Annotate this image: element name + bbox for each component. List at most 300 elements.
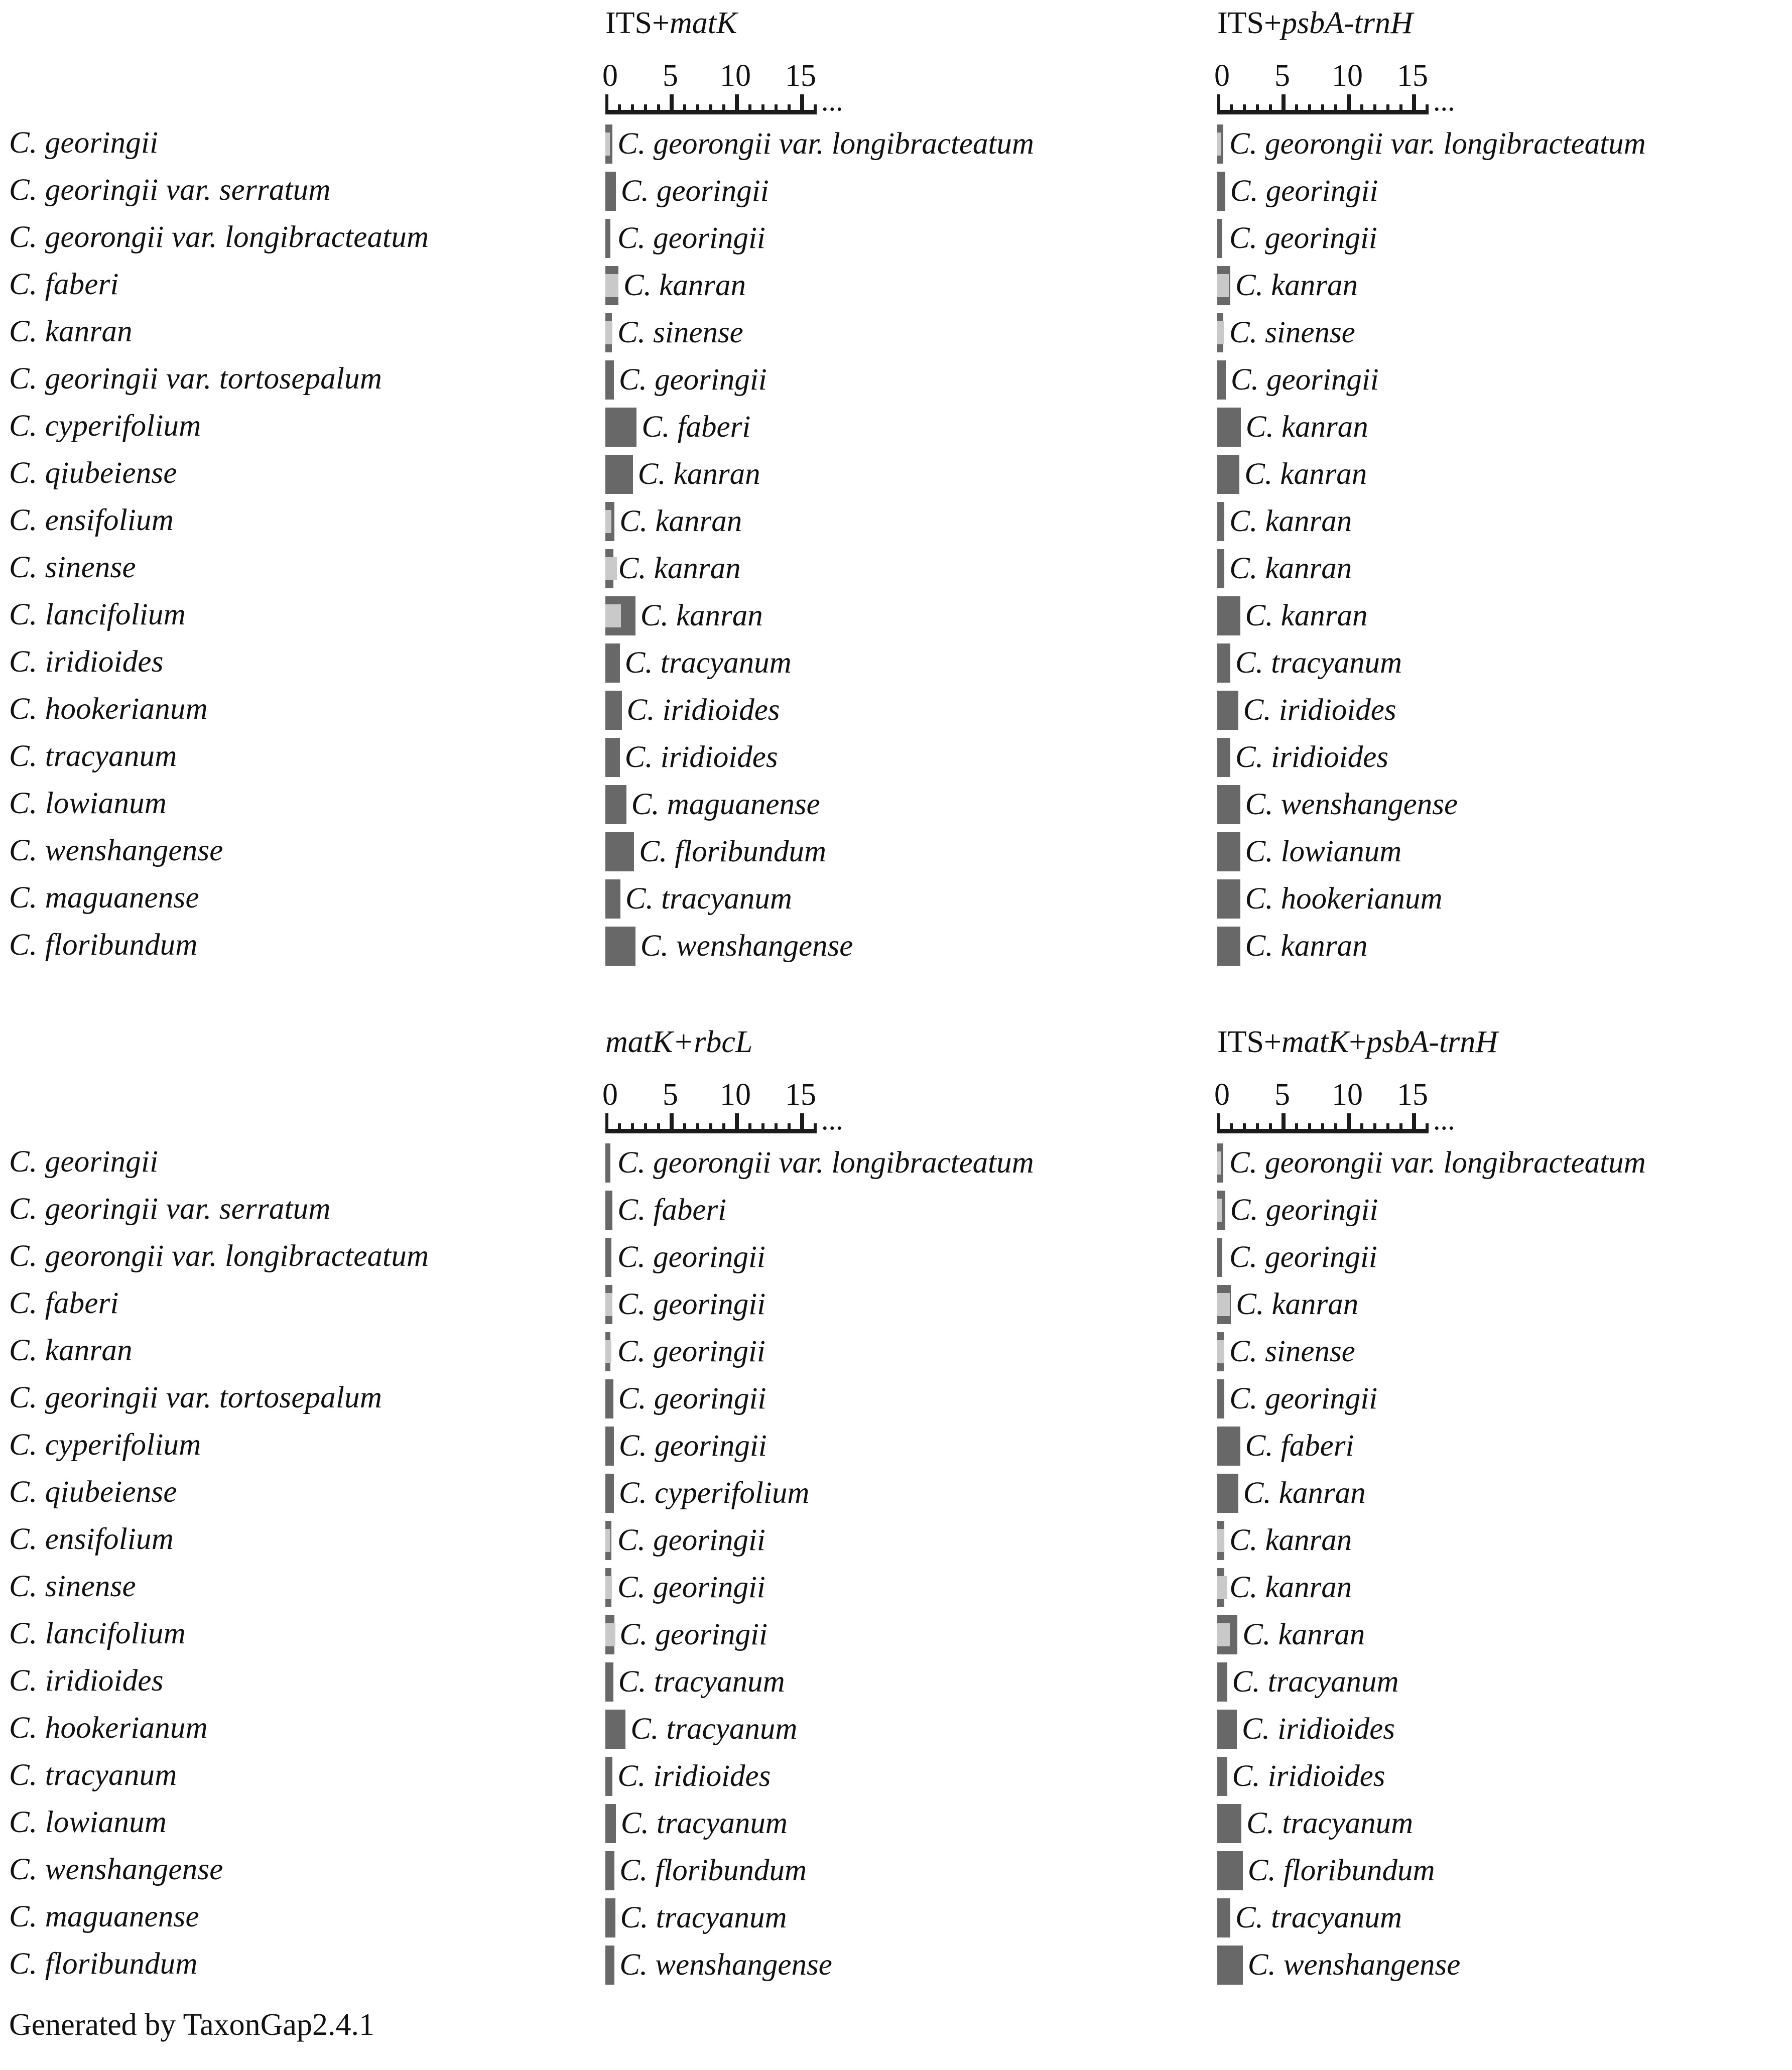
intraspecific-distance-bar (605, 1576, 612, 1599)
query-taxon-label: C. georingii var. tortosepalum (9, 362, 382, 396)
nearest-neighbour-label: C. kanran (1229, 1523, 1352, 1557)
taxon-distance-row (605, 1753, 816, 1800)
nearest-neighbour-label: C. kanran (640, 599, 763, 632)
query-taxon-label: C. georongii var. longibracteatum (9, 220, 429, 254)
nearest-neighbour-label: C. georingii (618, 363, 767, 397)
interspecific-distance-bar (1217, 455, 1239, 494)
interspecific-distance-bar (1217, 643, 1230, 683)
panel-rows (1217, 120, 1646, 970)
taxon-distance-row (605, 1847, 816, 1894)
nearest-neighbour-label: C. georongii var. longibracteatum (617, 1146, 1034, 1180)
interspecific-distance-bar (1217, 1427, 1240, 1466)
nearest-neighbour-label: C. georingii (1230, 1193, 1378, 1227)
ruler-tick-label: 15 (785, 59, 816, 93)
nearest-neighbour-label: C. faberi (1245, 1429, 1354, 1463)
intraspecific-distance-bar (605, 1293, 612, 1316)
intraspecific-distance-bar (605, 321, 612, 344)
panel-title (1217, 5, 1428, 41)
query-taxon-label: C. georingii var. tortosepalum (9, 1381, 382, 1414)
interspecific-distance-bar (605, 1379, 613, 1418)
nearest-neighbour-label: C. floribundum (1247, 1854, 1435, 1887)
taxon-distance-row (1217, 734, 1428, 781)
panel-title-segment: psbA-trnH (1366, 1025, 1498, 1059)
panel-title-segment: matK+rbcL (605, 1025, 753, 1059)
interspecific-distance-bar (1217, 1710, 1237, 1749)
nearest-neighbour-label: C. georingii (617, 221, 765, 255)
nearest-neighbour-label: C. georingii (617, 1287, 766, 1321)
ruler-tick-label: 15 (1397, 1078, 1428, 1112)
query-taxon-label: C. kanran (9, 315, 133, 348)
nearest-neighbour-label: C. tracyanum (620, 1806, 788, 1840)
nearest-neighbour-label: C. georingii (617, 1240, 765, 1274)
nearest-neighbour-label: C. wenshangense (1245, 788, 1458, 821)
query-taxon-label: C. cyperifolium (9, 1428, 201, 1462)
interspecific-distance-bar (605, 1898, 615, 1937)
panel-its-psba-trnh (1214, 5, 1646, 970)
intraspecific-distance-bar (605, 274, 618, 297)
nearest-neighbour-label: C. kanran (1245, 410, 1368, 444)
panel-its-matk (602, 5, 1034, 970)
nearest-neighbour-label: C. georingii (617, 1571, 765, 1604)
nearest-neighbour-label: C. georingii (619, 1618, 768, 1651)
interspecific-distance-bar (605, 1757, 612, 1796)
nearest-neighbour-label: C. georingii (617, 1335, 765, 1368)
nearest-neighbour-label: C. kanran (1236, 1287, 1359, 1321)
ruler-tick-label: 10 (720, 1078, 751, 1112)
taxon-distance-row (605, 734, 816, 781)
interspecific-distance-bar (1217, 1851, 1243, 1890)
panel-title (605, 5, 816, 41)
nearest-neighbour-label: C. georongii var. longibracteatum (1229, 1146, 1646, 1180)
ruler-tick-label: 15 (1397, 59, 1428, 93)
query-taxon-label: C. floribundum (9, 928, 198, 962)
distance-ruler (1214, 1078, 1455, 1136)
taxon-distance-row (605, 1375, 816, 1422)
panel-rows (605, 120, 1034, 970)
taxon-distance-row (1217, 1894, 1498, 1942)
ruler-tick-labels (1214, 59, 1428, 93)
intraspecific-distance-bar (605, 510, 611, 533)
nearest-neighbour-label: C. georongii var. longibracteatum (1229, 127, 1646, 161)
taxon-distance-row (605, 687, 816, 734)
interspecific-distance-bar (1217, 360, 1226, 400)
taxon-distance-row (605, 1658, 816, 1706)
taxon-distance-row (1217, 262, 1428, 309)
taxon-distance-row (1217, 404, 1428, 451)
interspecific-distance-bar (605, 172, 616, 211)
interspecific-distance-bar (605, 1804, 616, 1843)
query-taxon-label: C. georingii (9, 126, 159, 160)
nearest-neighbour-label: C. georingii (1230, 363, 1379, 397)
query-taxon-label: C. ensifolium (9, 1522, 174, 1556)
panel-title-segment: ITS+ (1217, 6, 1282, 40)
taxon-distance-row (1217, 828, 1428, 875)
taxon-distance-row (605, 1187, 816, 1234)
taxon-distance-row (1217, 639, 1428, 687)
taxon-distance-row (1217, 215, 1428, 262)
taxon-distance-row (605, 1470, 816, 1517)
ruler-tick-labels (1214, 1078, 1428, 1112)
nearest-neighbour-label: C. kanran (1242, 1618, 1365, 1651)
taxon-distance-row (1217, 923, 1428, 970)
taxon-distance-row (1217, 498, 1428, 545)
taxon-distance-row (1217, 1658, 1498, 1706)
interspecific-distance-bar (605, 927, 635, 966)
nearest-neighbour-label: C. iridioides (1232, 1759, 1385, 1793)
interspecific-distance-bar (1217, 502, 1224, 541)
nearest-neighbour-label: C. lowianum (1245, 835, 1402, 868)
intraspecific-distance-bar (1217, 1340, 1224, 1363)
interspecific-distance-bar (1217, 1946, 1243, 1985)
query-taxon-label: C. qiubeiense (9, 1475, 177, 1509)
nearest-neighbour-label: C. kanran (637, 457, 760, 491)
nearest-neighbour-label: C. georingii (1229, 1382, 1378, 1415)
nearest-neighbour-label: C. floribundum (619, 1854, 807, 1887)
taxon-distance-row (1217, 1706, 1498, 1753)
nearest-neighbour-label: C. tracyanum (618, 1665, 785, 1699)
interspecific-distance-bar (605, 738, 620, 777)
intraspecific-distance-bar (1217, 1623, 1230, 1646)
query-taxon-label: C. tracyanum (9, 1758, 177, 1792)
intraspecific-distance-bar (1217, 321, 1224, 344)
distance-ruler (602, 1078, 843, 1136)
interspecific-distance-bar (1217, 596, 1240, 635)
intraspecific-distance-bar (1217, 1293, 1230, 1316)
query-taxa-list-bottom (9, 1138, 429, 1988)
query-taxon-label: C. tracyanum (9, 739, 177, 773)
interspecific-distance-bar (605, 1710, 625, 1749)
ruler-continues-ellipsis: ... (1433, 84, 1455, 117)
interspecific-distance-bar (605, 1851, 614, 1890)
interspecific-distance-bar (1217, 219, 1222, 258)
interspecific-distance-bar (1217, 927, 1240, 966)
interspecific-distance-bar (1217, 1379, 1224, 1418)
query-taxon-label: C. lancifolium (9, 598, 186, 631)
taxon-distance-row (605, 309, 816, 356)
query-taxon-label: C. sinense (9, 1570, 136, 1603)
nearest-neighbour-label: C. georingii (617, 1523, 765, 1557)
nearest-neighbour-label: C. kanran (623, 269, 746, 302)
taxon-distance-row (605, 1564, 816, 1611)
interspecific-distance-bar (1217, 1474, 1238, 1513)
interspecific-distance-bar (1217, 1804, 1241, 1843)
panel-title-segment: matK (1281, 1025, 1349, 1059)
nearest-neighbour-label: C. georingii (1230, 174, 1378, 208)
nearest-neighbour-label: C. kanran (1229, 1571, 1352, 1604)
nearest-neighbour-label: C. kanran (1245, 929, 1368, 963)
panel-title-segment: matK (669, 6, 737, 40)
query-taxon-label: C. lowianum (9, 787, 167, 820)
taxon-distance-row (605, 1611, 816, 1658)
query-taxon-label: C. floribundum (9, 1947, 198, 1981)
interspecific-distance-bar (605, 360, 614, 400)
distance-ruler (1214, 59, 1455, 117)
interspecific-distance-bar (1217, 691, 1238, 730)
panel-rows (605, 1139, 1034, 1989)
nearest-neighbour-label: C. tracyanum (1235, 1901, 1402, 1934)
taxon-distance-row (605, 1800, 816, 1847)
taxon-distance-row (1217, 592, 1428, 639)
nearest-neighbour-label: C. maguanense (631, 788, 820, 821)
taxon-distance-row (605, 639, 816, 687)
nearest-neighbour-label: C. kanran (1243, 1476, 1366, 1510)
query-taxon-label: C. wenshangense (9, 834, 223, 867)
nearest-neighbour-label: C. georingii (1229, 1240, 1377, 1274)
panel-title-segment: psbA-trnH (1281, 6, 1413, 40)
nearest-neighbour-label: C. tracyanum (1235, 646, 1402, 680)
taxon-distance-row (605, 1942, 832, 1989)
interspecific-distance-bar (1217, 1898, 1230, 1937)
nearest-neighbour-label: C. wenshangense (1247, 1948, 1461, 1982)
taxon-distance-row (605, 451, 816, 498)
taxon-distance-row (605, 1234, 816, 1281)
nearest-neighbour-label: C. tracyanum (1232, 1665, 1399, 1699)
interspecific-distance-bar (605, 455, 633, 494)
taxon-distance-row (1217, 168, 1428, 215)
nearest-neighbour-label: C. faberi (617, 1193, 727, 1227)
intraspecific-distance-bar (605, 604, 621, 627)
taxon-distance-row (605, 1422, 816, 1470)
panel-title (605, 1024, 816, 1060)
taxon-distance-row (605, 1517, 816, 1564)
taxon-distance-row (605, 1139, 1034, 1187)
taxon-distance-row (1217, 1281, 1498, 1328)
intraspecific-distance-bar (605, 1529, 610, 1552)
nearest-neighbour-label: C. cyperifolium (618, 1476, 810, 1510)
ruler-tick-label: 0 (1214, 1078, 1230, 1112)
nearest-neighbour-label: C. floribundum (639, 835, 827, 868)
nearest-neighbour-label: C. iridioides (1242, 1712, 1395, 1746)
query-taxon-label: C. kanran (9, 1334, 133, 1367)
nearest-neighbour-label: C. iridioides (624, 740, 778, 774)
taxon-distance-row (605, 828, 827, 875)
taxon-distance-row (605, 1281, 816, 1328)
nearest-neighbour-label: C. kanran (1244, 457, 1367, 491)
ruler-tick-label: 5 (663, 59, 678, 93)
intraspecific-distance-bar (605, 1623, 615, 1646)
nearest-neighbour-label: C. georingii (618, 1382, 766, 1415)
query-taxon-label: C. hookerianum (9, 692, 208, 726)
nearest-neighbour-label: C. kanran (1235, 269, 1358, 302)
nearest-neighbour-label: C. faberi (642, 410, 751, 444)
interspecific-distance-bar (605, 691, 622, 730)
interspecific-distance-bar (605, 1427, 614, 1466)
taxon-distance-row (1217, 1139, 1646, 1187)
interspecific-distance-bar (605, 1191, 612, 1230)
interspecific-distance-bar (1217, 738, 1230, 777)
taxon-distance-row (605, 215, 816, 262)
taxon-distance-row (1217, 1800, 1498, 1847)
query-taxon-label: C. hookerianum (9, 1711, 208, 1745)
interspecific-distance-bar (605, 643, 620, 683)
taxon-distance-row (1217, 1470, 1498, 1517)
panel-matk-rbcl (602, 1024, 1034, 1989)
taxon-distance-row (605, 923, 853, 970)
taxon-distance-row (1217, 1611, 1498, 1658)
nearest-neighbour-label: C. iridioides (617, 1759, 771, 1793)
nearest-neighbour-label: C. georongii var. longibracteatum (617, 127, 1034, 161)
ruler-tick-label: 10 (1332, 59, 1363, 93)
taxon-distance-row (1217, 1187, 1498, 1234)
interspecific-distance-bar (1217, 172, 1225, 211)
taxon-distance-row (605, 356, 816, 404)
query-taxon-label: C. qiubeiense (9, 456, 177, 490)
query-taxon-label: C. iridioides (9, 645, 164, 679)
interspecific-distance-bar (1217, 1662, 1227, 1702)
nearest-neighbour-label: C. sinense (1229, 316, 1355, 349)
panel-title-segment: ITS+ (1217, 1025, 1282, 1059)
ruler-tick-label: 5 (663, 1078, 678, 1112)
ruler-tick-label: 5 (1274, 59, 1290, 93)
interspecific-distance-bar (605, 1143, 610, 1183)
taxon-distance-row (605, 545, 816, 592)
query-taxon-label: C. georingii (9, 1145, 159, 1179)
taxon-distance-row (1217, 451, 1428, 498)
nearest-neighbour-label: C. kanran (1229, 504, 1352, 538)
taxon-distance-row (605, 168, 816, 215)
query-taxon-label: C. maguanense (9, 881, 199, 915)
interspecific-distance-bar (605, 879, 620, 919)
query-taxon-label: C. faberi (9, 268, 119, 301)
query-taxon-label: C. lancifolium (9, 1617, 186, 1650)
interspecific-distance-bar (1217, 1238, 1222, 1277)
ruler-tick-label: 15 (785, 1078, 816, 1112)
taxon-distance-row (1217, 687, 1428, 734)
nearest-neighbour-label: C. kanran (618, 552, 741, 585)
nearest-neighbour-label: C. hookerianum (1245, 882, 1443, 916)
taxon-distance-row (1217, 120, 1646, 168)
taxon-distance-row (605, 592, 816, 639)
nearest-neighbour-label: C. sinense (617, 316, 743, 349)
generator-credit: Generated by TaxonGap2.4.1 (9, 2008, 374, 2042)
taxon-distance-row (1217, 1753, 1498, 1800)
ruler-tick-labels (602, 1078, 816, 1112)
intraspecific-distance-bar (1217, 1199, 1222, 1222)
nearest-neighbour-label: C. tracyanum (630, 1712, 798, 1746)
intraspecific-distance-bar (1217, 1576, 1227, 1599)
nearest-neighbour-label: C. georingii (620, 174, 769, 208)
interspecific-distance-bar (1217, 879, 1240, 919)
query-taxon-label: C. cyperifolium (9, 409, 201, 443)
ruler-tick-label: 0 (602, 1078, 618, 1112)
interspecific-distance-bar (605, 1238, 611, 1277)
nearest-neighbour-label: C. iridioides (1235, 740, 1389, 774)
taxon-distance-row (605, 404, 816, 451)
query-taxon-label: C. iridioides (9, 1664, 164, 1698)
query-taxon-label: C. ensifolium (9, 503, 174, 537)
interspecific-distance-bar (605, 1946, 614, 1985)
taxon-distance-row (605, 1328, 816, 1375)
taxon-distance-row (1217, 1847, 1498, 1894)
ruler-tick-label: 10 (1332, 1078, 1363, 1112)
taxon-distance-row (1217, 356, 1428, 404)
nearest-neighbour-label: C. wenshangense (640, 929, 853, 963)
ruler-tick-label: 5 (1274, 1078, 1290, 1112)
taxon-distance-row (605, 1894, 816, 1942)
panel-title-segment: ITS+ (605, 6, 670, 40)
query-taxon-label: C. sinense (9, 551, 136, 584)
ruler-continues-ellipsis: ... (821, 1103, 843, 1136)
interspecific-distance-bar (605, 1474, 614, 1513)
interspecific-distance-bar (605, 1662, 613, 1702)
query-taxon-label: C. lowianum (9, 1805, 167, 1839)
intraspecific-distance-bar (1217, 1151, 1221, 1175)
taxon-distance-row (605, 120, 1034, 168)
nearest-neighbour-label: C. kanran (1245, 599, 1368, 632)
distance-ruler (602, 59, 843, 117)
ruler-tick-label: 10 (720, 59, 751, 93)
intraspecific-distance-bar (1217, 1529, 1224, 1552)
taxon-distance-row (1217, 1375, 1498, 1422)
taxon-distance-row (605, 498, 816, 545)
ruler-tick-label: 0 (1214, 59, 1230, 93)
nearest-neighbour-label: C. georingii (618, 1429, 767, 1463)
panel-rows (1217, 1139, 1646, 1989)
query-taxon-label: C. maguanense (9, 1900, 199, 1933)
query-taxon-label: C. wenshangense (9, 1853, 223, 1886)
ruler-continues-ellipsis: ... (821, 84, 843, 117)
interspecific-distance-bar (605, 785, 626, 824)
taxon-distance-row (1217, 781, 1458, 828)
taxon-distance-row (1217, 545, 1428, 592)
taxon-distance-row (605, 1706, 816, 1753)
nearest-neighbour-label: C. kanran (619, 504, 742, 538)
taxon-distance-row (605, 875, 816, 923)
interspecific-distance-bar (1217, 785, 1240, 824)
interspecific-distance-bar (1217, 408, 1241, 447)
interspecific-distance-bar (605, 832, 634, 871)
taxon-distance-row (1217, 1328, 1498, 1375)
taxon-distance-row (1217, 1942, 1498, 1989)
taxon-distance-row (1217, 309, 1428, 356)
ruler-tick-labels (602, 59, 816, 93)
intraspecific-distance-bar (605, 133, 610, 156)
panel-title-segment: + (1349, 1025, 1367, 1059)
taxon-distance-row (1217, 1234, 1498, 1281)
ruler-continues-ellipsis: ... (1433, 1103, 1455, 1136)
panel-its-matk-psba-trnh (1214, 1024, 1646, 1989)
panel-title (1217, 1024, 1498, 1060)
query-taxa-list-top (9, 119, 429, 969)
interspecific-distance-bar (605, 408, 636, 447)
nearest-neighbour-label: C. kanran (1229, 552, 1352, 585)
query-taxon-label: C. georingii var. serratum (9, 173, 331, 207)
nearest-neighbour-label: C. tracyanum (624, 646, 792, 680)
interspecific-distance-bar (1217, 832, 1240, 871)
nearest-neighbour-label: C. iridioides (626, 693, 780, 727)
taxon-distance-row (605, 781, 820, 828)
nearest-neighbour-label: C. tracyanum (620, 1901, 787, 1934)
intraspecific-distance-bar (605, 1340, 611, 1363)
nearest-neighbour-label: C. sinense (1229, 1335, 1355, 1368)
taxon-distance-row (1217, 1564, 1498, 1611)
nearest-neighbour-label: C. iridioides (1243, 693, 1396, 727)
nearest-neighbour-label: C. tracyanum (625, 882, 792, 916)
ruler-tick-label: 0 (602, 59, 618, 93)
intraspecific-distance-bar (1217, 133, 1221, 156)
query-taxon-label: C. georingii var. serratum (9, 1192, 331, 1226)
intraspecific-distance-bar (605, 557, 617, 580)
query-taxon-label: C. georongii var. longibracteatum (9, 1239, 429, 1273)
nearest-neighbour-label: C. tracyanum (1246, 1806, 1414, 1840)
query-taxon-label: C. faberi (9, 1286, 119, 1320)
interspecific-distance-bar (1217, 549, 1224, 588)
nearest-neighbour-label: C. georingii (1229, 221, 1377, 255)
taxon-distance-row (605, 262, 816, 309)
interspecific-distance-bar (1217, 1757, 1227, 1796)
taxon-distance-row (1217, 1422, 1498, 1470)
nearest-neighbour-label: C. wenshangense (619, 1948, 832, 1982)
